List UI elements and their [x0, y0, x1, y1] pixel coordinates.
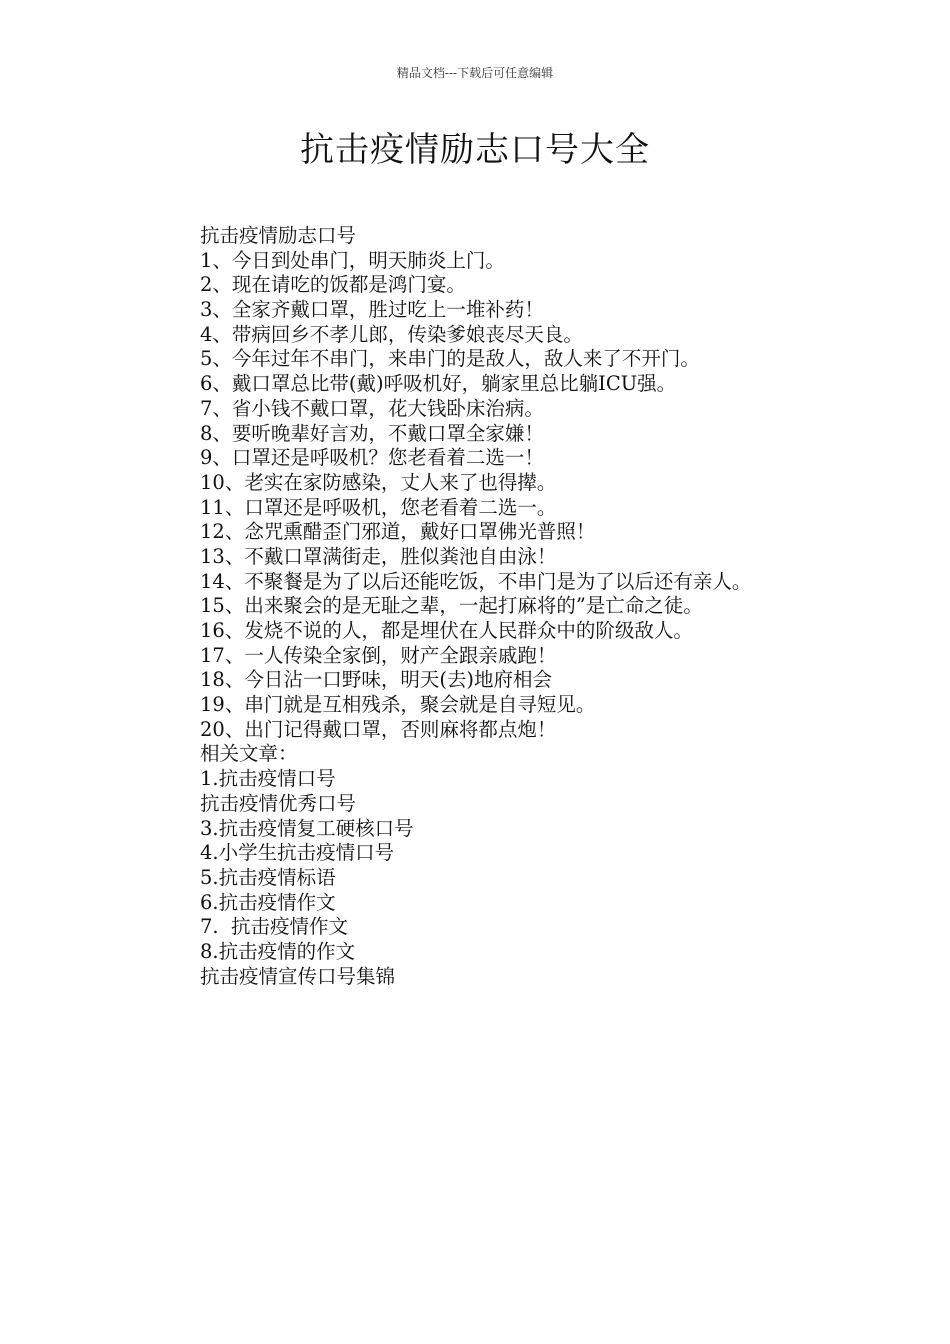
related-link[interactable]: 6.抗击疫情作文 — [200, 890, 336, 914]
slogan-list — [200, 249, 900, 743]
slogan-item: 18、今日沾一口野味，明天(去)地府相会 — [200, 668, 553, 692]
slogan-item: 2、现在请吃的饭都是鸿门宴。 — [200, 273, 466, 297]
related-link[interactable]: 8.抗击疫情的作文 — [200, 939, 356, 963]
slogan-item: 9、口罩还是呼吸机？您老看着二选一！ — [200, 446, 544, 470]
slogan-item: 15、出来聚会的是无耻之辈，一起打麻将的”是亡命之徒。 — [200, 594, 703, 618]
slogan-item: 16、发烧不说的人，都是埋伏在人民群众中的阶级敌人。 — [200, 619, 693, 642]
related-link[interactable]: 4.小学生抗击疫情口号 — [200, 841, 395, 865]
related-link[interactable]: 7. 抗击疫情作文 — [200, 915, 349, 939]
slogan-item: 13、不戴口罩满街走，胜似粪池自由泳！ — [200, 544, 557, 568]
related-link[interactable]: 1.抗击疫情口号 — [200, 767, 336, 791]
slogan-item: 4、带病回乡不孝儿郎，传染爹娘丧尽天良。 — [200, 322, 583, 346]
slogan-item: 8、要听晚辈好言劝，不戴口罩全家嫌！ — [200, 421, 544, 445]
slogan-item: 14、不聚餐是为了以后还能吃饭，不串门是为了以后还有亲人。 — [200, 569, 752, 593]
related-link[interactable]: 3.抗击疫情复工硬核口号 — [200, 816, 414, 840]
related-link[interactable]: 抗击疫情优秀口号 — [200, 791, 357, 815]
slogan-item: 10、老实在家防感染，丈人来了也得撵。 — [200, 470, 557, 494]
slogan-item: 3、全家齐戴口罩，胜过吃上一堆补药！ — [200, 298, 544, 322]
related-list — [200, 767, 900, 989]
document-body — [200, 224, 900, 989]
slogan-item: 1、今日到处串门，明天肺炎上门。 — [200, 248, 505, 272]
slogan-item: 19、串门就是互相残杀，聚会就是自寻短见。 — [200, 693, 596, 717]
related-link[interactable]: 抗击疫情宣传口号集锦 — [200, 964, 396, 988]
slogan-item: 7、省小钱不戴口罩，花大钱卧床治病。 — [200, 396, 544, 420]
related-heading: 相关文章： — [200, 742, 298, 766]
slogan-item: 20、出门记得戴口罩，否则麻将都点炮！ — [200, 717, 557, 741]
slogan-item: 5、今年过年不串门，来串门的是敌人，敌人来了不开门。 — [200, 347, 700, 371]
slogan-item: 17、一人传染全家倒，财产全跟亲戚跑！ — [200, 643, 557, 667]
section-heading: 抗击疫情励志口号 — [200, 224, 357, 247]
header-note: 精品文档---下载后可任意编辑 — [396, 66, 554, 80]
document-title: 抗击疫情励志口号大全 — [300, 130, 650, 170]
slogan-item: 12、念咒熏醋歪门邪道，戴好口罩佛光普照！ — [200, 520, 596, 544]
related-link[interactable]: 5.抗击疫情标语 — [200, 865, 336, 889]
slogan-item: 6、戴口罩总比带(戴)呼吸机好，躺家里总比躺ICU强。 — [200, 372, 677, 396]
slogan-item: 11、口罩还是呼吸机，您老看着二选一。 — [200, 495, 557, 519]
